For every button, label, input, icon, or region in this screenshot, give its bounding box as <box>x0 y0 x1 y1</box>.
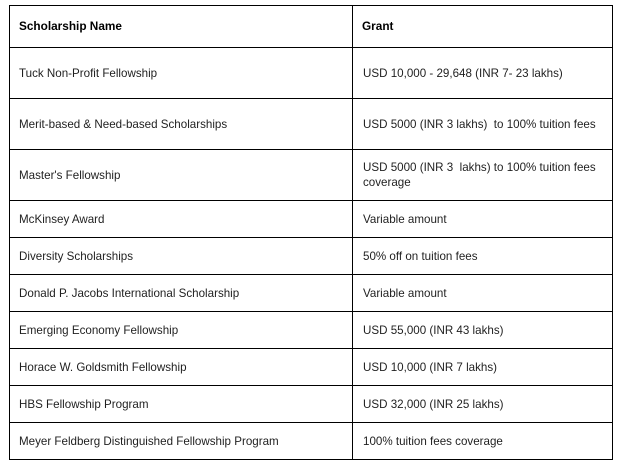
column-header-scholarship-name: Scholarship Name <box>10 6 353 48</box>
cell-grant: USD 5000 (INR 3 lakhs) to 100% tuition fees <box>353 99 613 150</box>
scholarship-table-container <box>9 5 612 460</box>
table-row <box>10 48 613 99</box>
cell-scholarship-name: McKinsey Award <box>10 201 353 238</box>
table-row <box>10 349 613 386</box>
cell-scholarship-name: Donald P. Jacobs International Scholarship <box>10 275 353 312</box>
table-row <box>10 423 613 460</box>
cell-scholarship-name: Horace W. Goldsmith Fellowship <box>10 349 353 386</box>
cell-grant: USD 32,000 (INR 25 lakhs) <box>353 386 613 423</box>
cell-scholarship-name: Master's Fellowship <box>10 150 353 201</box>
cell-grant: Variable amount <box>353 201 613 238</box>
cell-grant: 50% off on tuition fees <box>353 238 613 275</box>
table-body <box>10 48 613 460</box>
cell-scholarship-name: Emerging Economy Fellowship <box>10 312 353 349</box>
table-row <box>10 312 613 349</box>
table-row <box>10 386 613 423</box>
table-header <box>10 6 613 48</box>
cell-scholarship-name: Meyer Feldberg Distinguished Fellowship Program <box>10 423 353 460</box>
table-row <box>10 99 613 150</box>
cell-grant: 100% tuition fees coverage <box>353 423 613 460</box>
cell-grant: USD 10,000 (INR 7 lakhs) <box>353 349 613 386</box>
scholarship-grants-table <box>9 5 613 460</box>
table-row <box>10 238 613 275</box>
cell-grant: USD 10,000 - 29,648 (INR 7- 23 lakhs) <box>353 48 613 99</box>
cell-scholarship-name: HBS Fellowship Program <box>10 386 353 423</box>
table-header-row <box>10 6 613 48</box>
cell-grant: Variable amount <box>353 275 613 312</box>
cell-scholarship-name: Tuck Non-Profit Fellowship <box>10 48 353 99</box>
table-row <box>10 275 613 312</box>
cell-grant: USD 55,000 (INR 43 lakhs) <box>353 312 613 349</box>
column-header-grant: Grant <box>353 6 613 48</box>
table-row <box>10 201 613 238</box>
table-row <box>10 150 613 201</box>
cell-scholarship-name: Diversity Scholarships <box>10 238 353 275</box>
cell-grant: USD 5000 (INR 3 lakhs) to 100% tuition fees coverage <box>353 150 613 201</box>
cell-scholarship-name: Merit-based & Need-based Scholarships <box>10 99 353 150</box>
